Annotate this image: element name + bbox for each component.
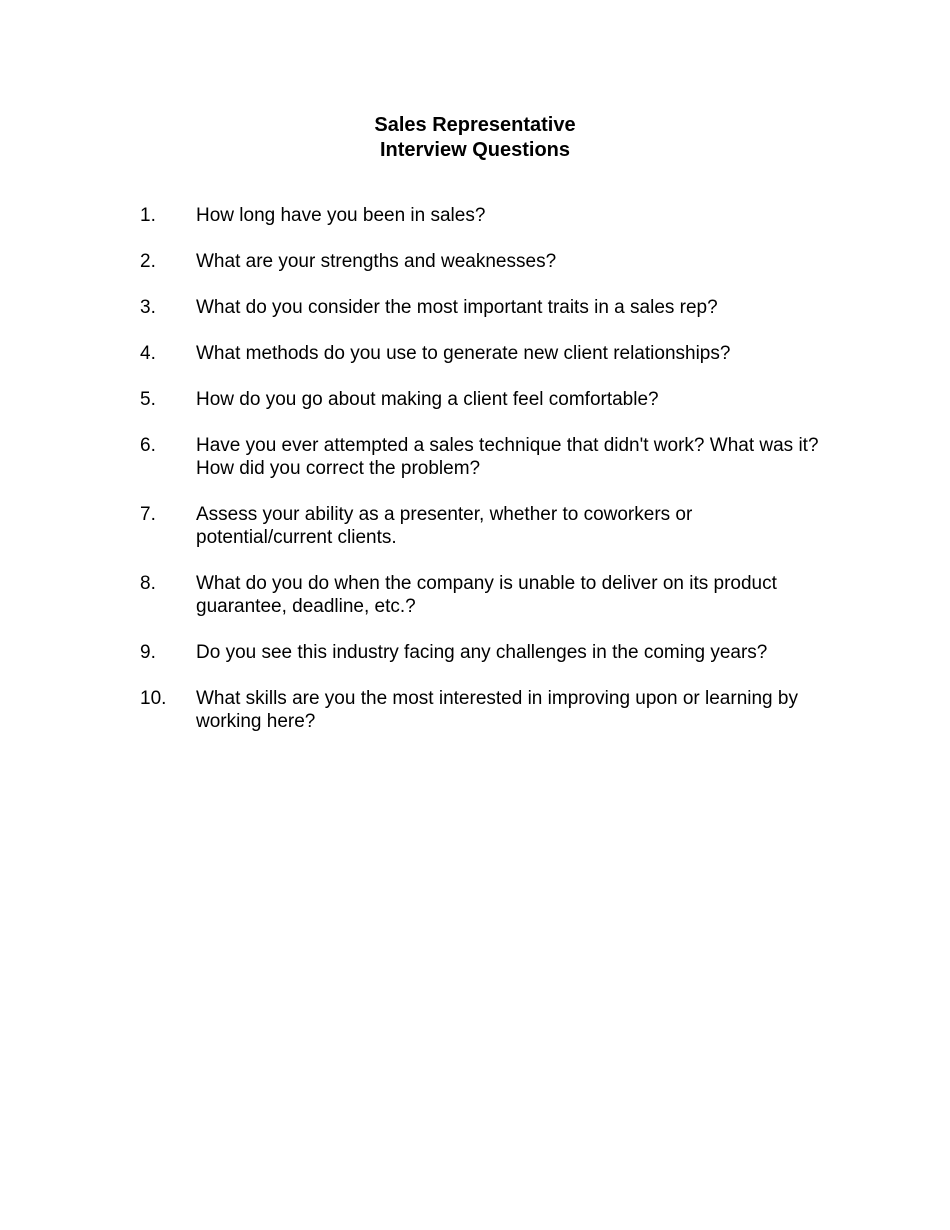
question-text: How long have you been in sales? <box>196 205 486 226</box>
title-line-1: Sales Representative <box>374 114 576 136</box>
question-item-2 <box>140 250 830 273</box>
question-number: 6. <box>140 435 156 456</box>
question-item-7 <box>140 503 830 549</box>
question-item-1 <box>140 204 830 227</box>
question-number: 2. <box>140 251 156 272</box>
question-text: Assess your ability as a presenter, whether to coworkers or potential/current clients. <box>196 504 693 548</box>
question-number: 4. <box>140 343 156 364</box>
question-item-3 <box>140 296 830 319</box>
title-line-2: Interview Questions <box>379 139 571 161</box>
question-text: What do you consider the most important traits in a sales rep? <box>196 297 718 318</box>
question-number: 5. <box>140 389 156 410</box>
question-item-6 <box>140 434 830 480</box>
question-number: 1. <box>140 205 156 226</box>
question-item-9 <box>140 641 830 664</box>
question-item-10 <box>140 687 830 733</box>
question-number: 8. <box>140 573 156 594</box>
question-text: Have you ever attempted a sales technique that didn't work? What was it? How did you correct the problem? <box>196 435 819 479</box>
question-number: 3. <box>140 297 156 318</box>
question-text: What skills are you the most interested in improving upon or learning by working here? <box>196 688 798 732</box>
question-number: 7. <box>140 504 156 525</box>
question-text: What methods do you use to generate new client relationships? <box>196 343 731 364</box>
question-item-4 <box>140 342 830 365</box>
page-title <box>0 113 950 163</box>
question-item-5 <box>140 388 830 411</box>
question-text: What do you do when the company is unable to deliver on its product guarantee, deadline, etc.? <box>196 573 777 617</box>
question-number: 10. <box>140 688 167 709</box>
question-item-8 <box>140 572 830 618</box>
question-number: 9. <box>140 642 156 663</box>
question-text: How do you go about making a client feel comfortable? <box>196 389 659 410</box>
question-text: Do you see this industry facing any challenges in the coming years? <box>196 642 768 663</box>
question-list <box>140 204 830 756</box>
question-text: What are your strengths and weaknesses? <box>196 251 557 272</box>
